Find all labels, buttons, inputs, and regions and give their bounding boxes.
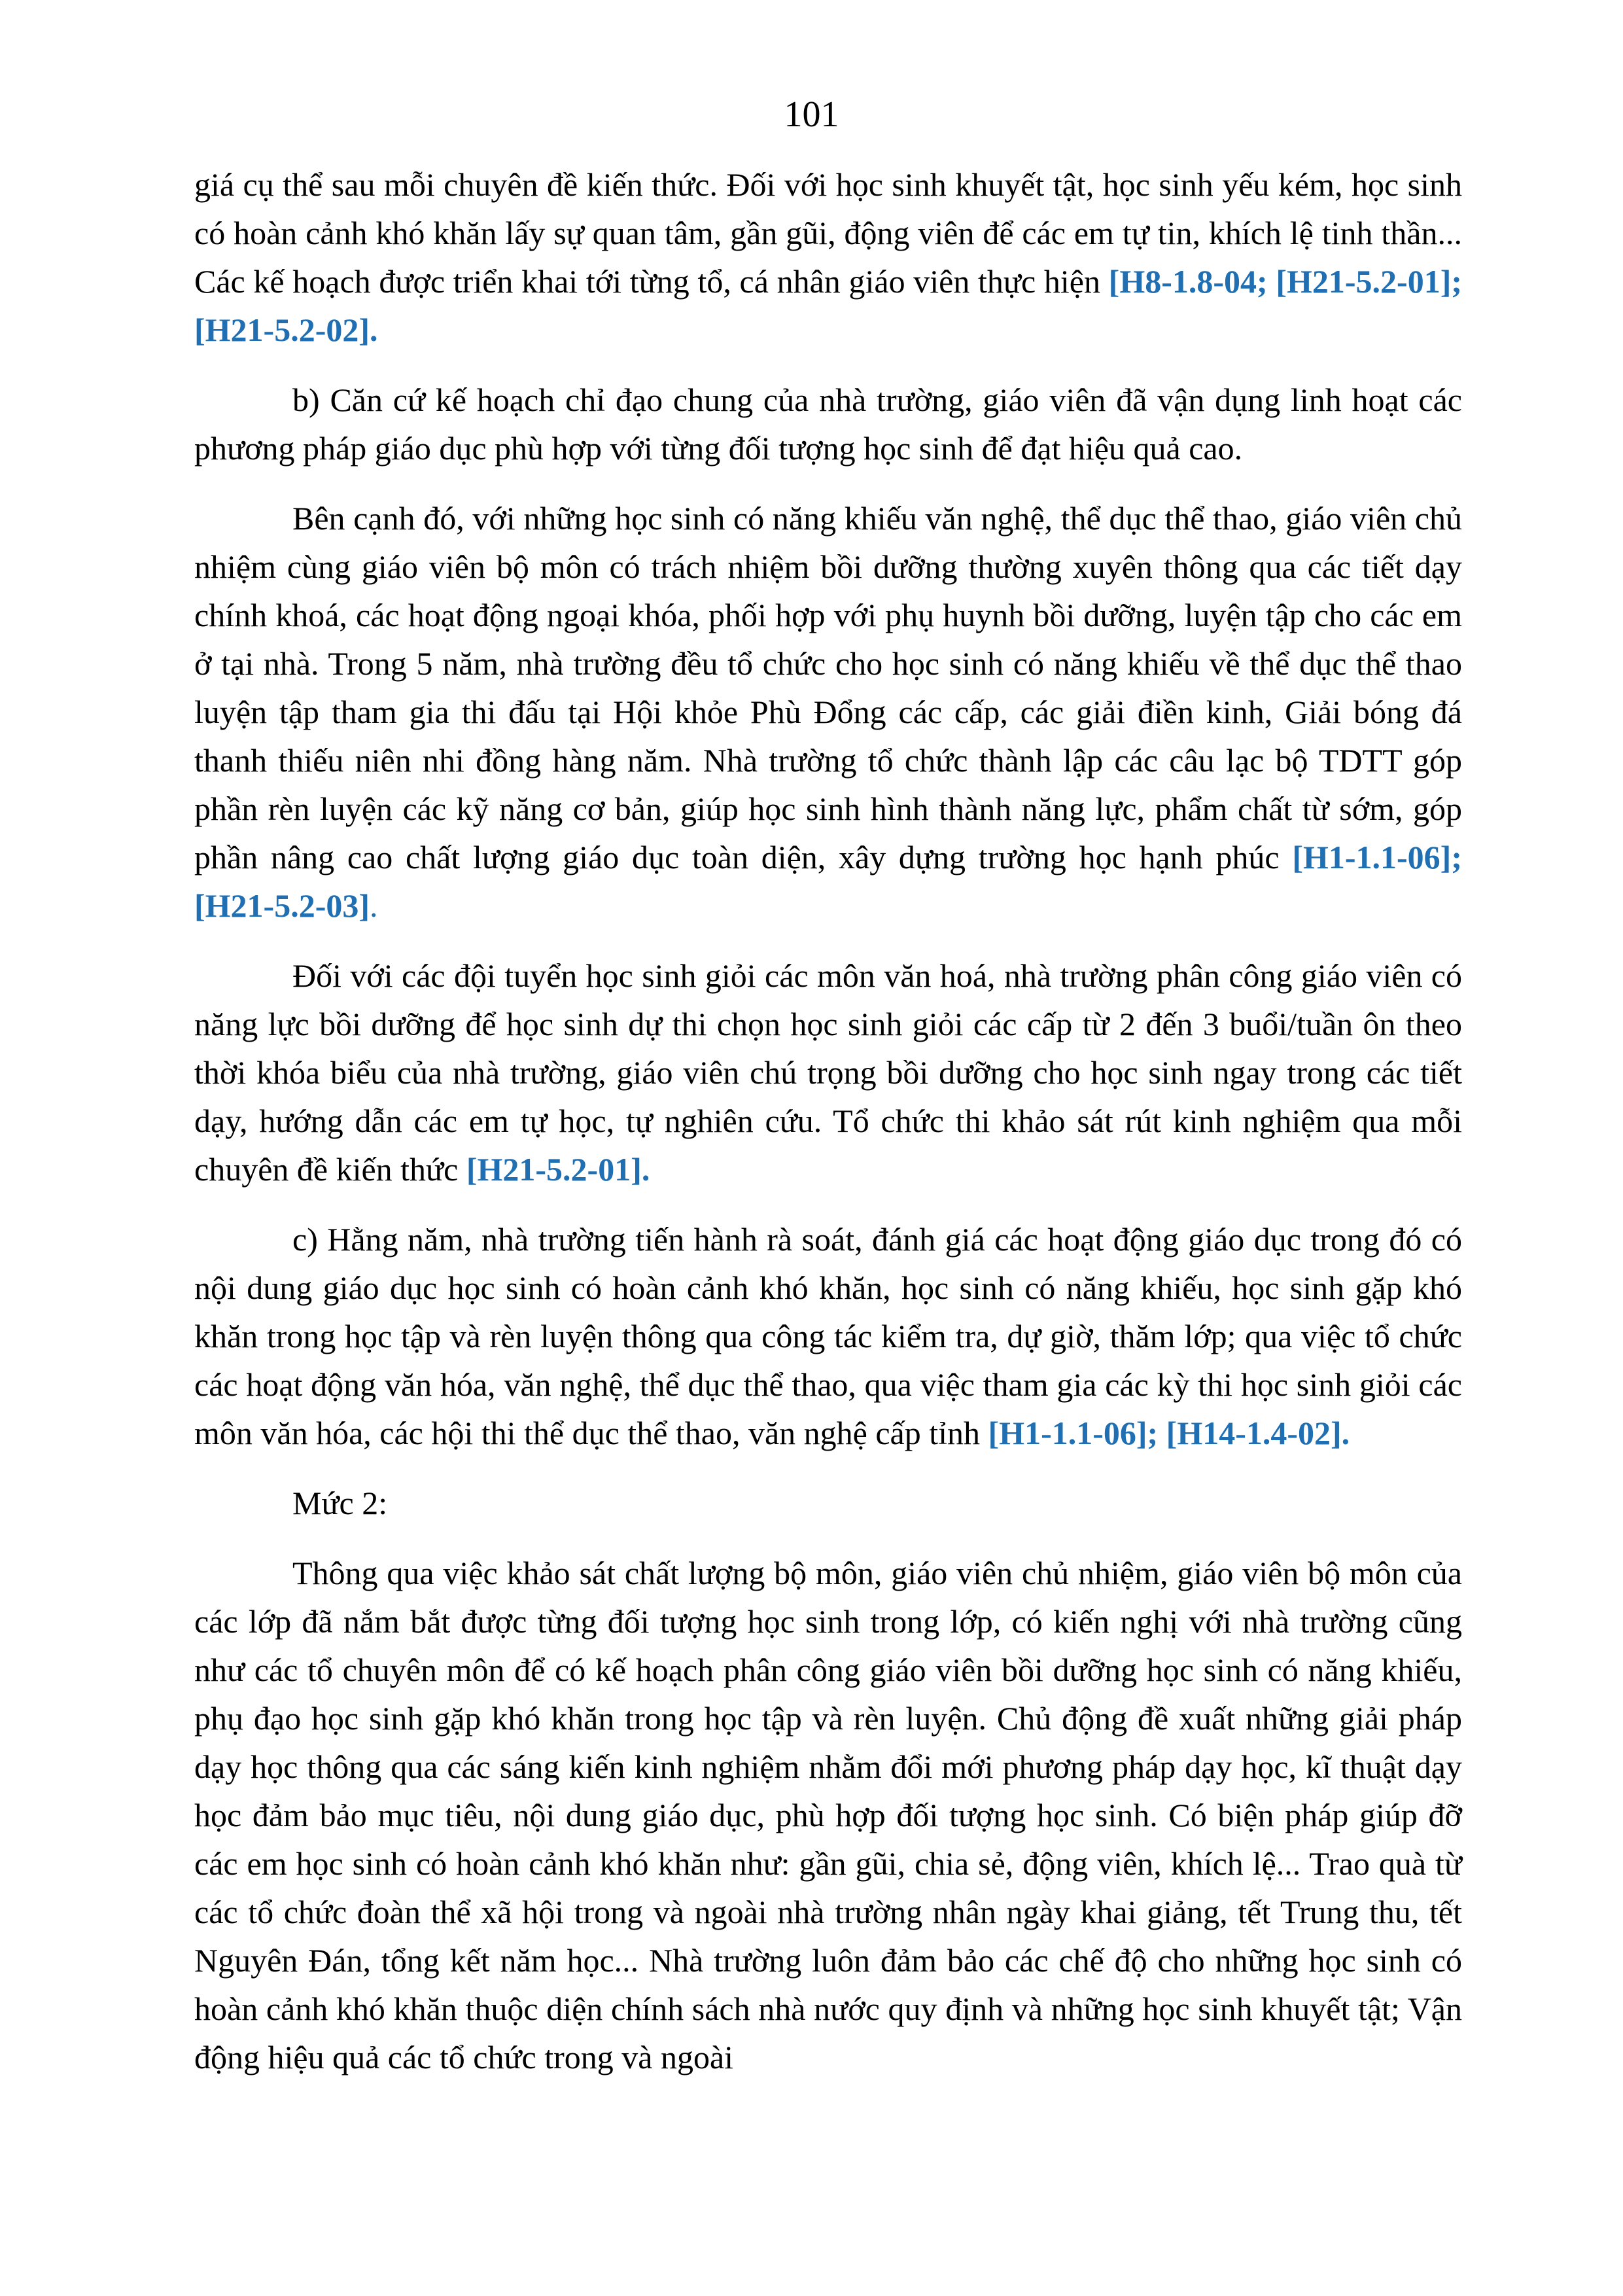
paragraph-c [194,1215,1462,1457]
paragraph-text: b) Căn cứ kế hoạch chỉ đạo chung của nhà trường, giáo viên đã vận dụng linh hoạt các phương pháp giáo dục phù hợp với từng đối tượng học sinh để đạt hiệu quả cao. [194,381,1462,467]
evidence-reference: [H8-1.8-04; [H21-5.2-01]; [H21-5.2-02]. [194,263,1462,348]
heading-text: Mức 2: [292,1485,388,1521]
paragraph-text: Thông qua việc khảo sát chất lượng bộ môn, giáo viên chủ nhiệm, giáo viên bộ môn của các lớp đã nắm bắt được từng đối tượng học sinh trong lớp, có kiến nghị với nhà trường cũng như các tổ chuyên môn để có kế hoạch phân công giáo viên bồi dưỡng học sinh có năng khiếu, phụ đạo học sinh gặp khó khăn trong học tập và rèn luyện. Chủ động đề xuất những giải pháp dạy học thông qua các sáng kiến kinh nghiệm nhằm đổi mới phương pháp dạy học, kĩ thuật dạy học đảm bảo mục tiêu, nội dung giáo dục, phù hợp đối tượng học sinh. Có biện pháp giúp đỡ các em học sinh có hoàn cảnh khó khăn như: gần gũi, chia sẻ, động viên, khích lệ... Trao quà từ các tổ chức đoàn thể xã hội trong và ngoài nhà trường nhân ngày khai giảng, tết Trung thu, tết Nguyên Đán, tổng kết năm học... Nhà trường luôn đảm bảo các chế độ cho những học sinh có hoàn cảnh khó khăn thuộc diện chính sách nhà nước quy định và những học sinh khuyết tật; Vận động hiệu quả các tổ chức trong và ngoài [194,1555,1462,2075]
paragraph-gifted-teams [194,951,1462,1193]
paragraph-continuation [194,160,1462,354]
paragraph-talent-students [194,494,1462,930]
paragraph-text: Bên cạnh đó, với những học sinh có năng khiếu văn nghệ, thể dục thể thao, giáo viên chủ nhiệm cùng giáo viên bộ môn có trách nhiệm bồi dưỡng thường xuyên thông qua các tiết dạy chính khoá, các hoạt động ngoại khóa, phối hợp với phụ huynh bồi dưỡng, luyện tập cho các em ở tại nhà. Trong 5 năm, nhà trường đều tổ chức cho học sinh có năng khiếu về thể dục thể thao luyện tập tham gia thi đấu tại Hội khỏe Phù Đổng các cấp, các giải điền kinh, Giải bóng đá thanh thiếu niên nhi đồng hàng năm. Nhà trường tổ chức thành lập các câu lạc bộ TDTT góp phần rèn luyện các kỹ năng cơ bản, giúp học sinh hình thành năng lực, phẩm chất từ sớm, góp phần nâng cao chất lượng giáo dục toàn diện, xây dựng trường học hạnh phúc [194,500,1462,875]
section-heading-level-2 [194,1479,1462,1527]
evidence-reference: [H1-1.1-06]; [H14-1.4-02]. [988,1415,1350,1451]
document-body [194,160,1462,2103]
paragraph-level-2 [194,1549,1462,2081]
page-number: 101 [784,94,839,135]
evidence-reference: [H21-5.2-01]. [466,1151,650,1188]
reference-tail: . [370,887,378,924]
paragraph-b [194,376,1462,472]
evidence-reference: [H1-1.1-06]; [H21-5.2-03] [194,839,1462,924]
paragraph-text: c) Hằng năm, nhà trường tiến hành rà soát, đánh giá các hoạt động giáo dục trong đó có nội dung giáo dục học sinh có hoàn cảnh khó khăn, học sinh có năng khiếu, học sinh gặp khó khăn trong học tập và rèn luyện thông qua công tác kiểm tra, dự giờ, thăm lớp; qua việc tổ chức các hoạt động văn hóa, văn nghệ, thể dục thể thao, qua việc tham gia các kỳ thi học sinh giỏi các môn văn hóa, các hội thi thể dục thể thao, văn nghệ cấp tỉnh [194,1221,1462,1451]
paragraph-text: giá cụ thể sau mỗi chuyên đề kiến thức. Đối với học sinh khuyết tật, học sinh yếu kém, học sinh có hoàn cảnh khó khăn lấy sự quan tâm, gần gũi, động viên để các em tự tin, khích lệ tinh thần... Các kế hoạch được triển khai tới từng tổ, cá nhân giáo viên thực hiện [194,166,1462,300]
paragraph-text: Đối với các đội tuyển học sinh giỏi các môn văn hoá, nhà trường phân công giáo viên có năng lực bồi dưỡng để học sinh dự thi chọn học sinh giỏi các cấp từ 2 đến 3 buổi/tuần ôn theo thời khóa biểu của nhà trường, giáo viên chú trọng bồi dưỡng cho học sinh ngay trong các tiết dạy, hướng dẫn các em tự học, tự nghiên cứu. Tổ chức thi khảo sát rút kinh nghiệm qua mỗi chuyên đề kiến thức [194,957,1462,1188]
